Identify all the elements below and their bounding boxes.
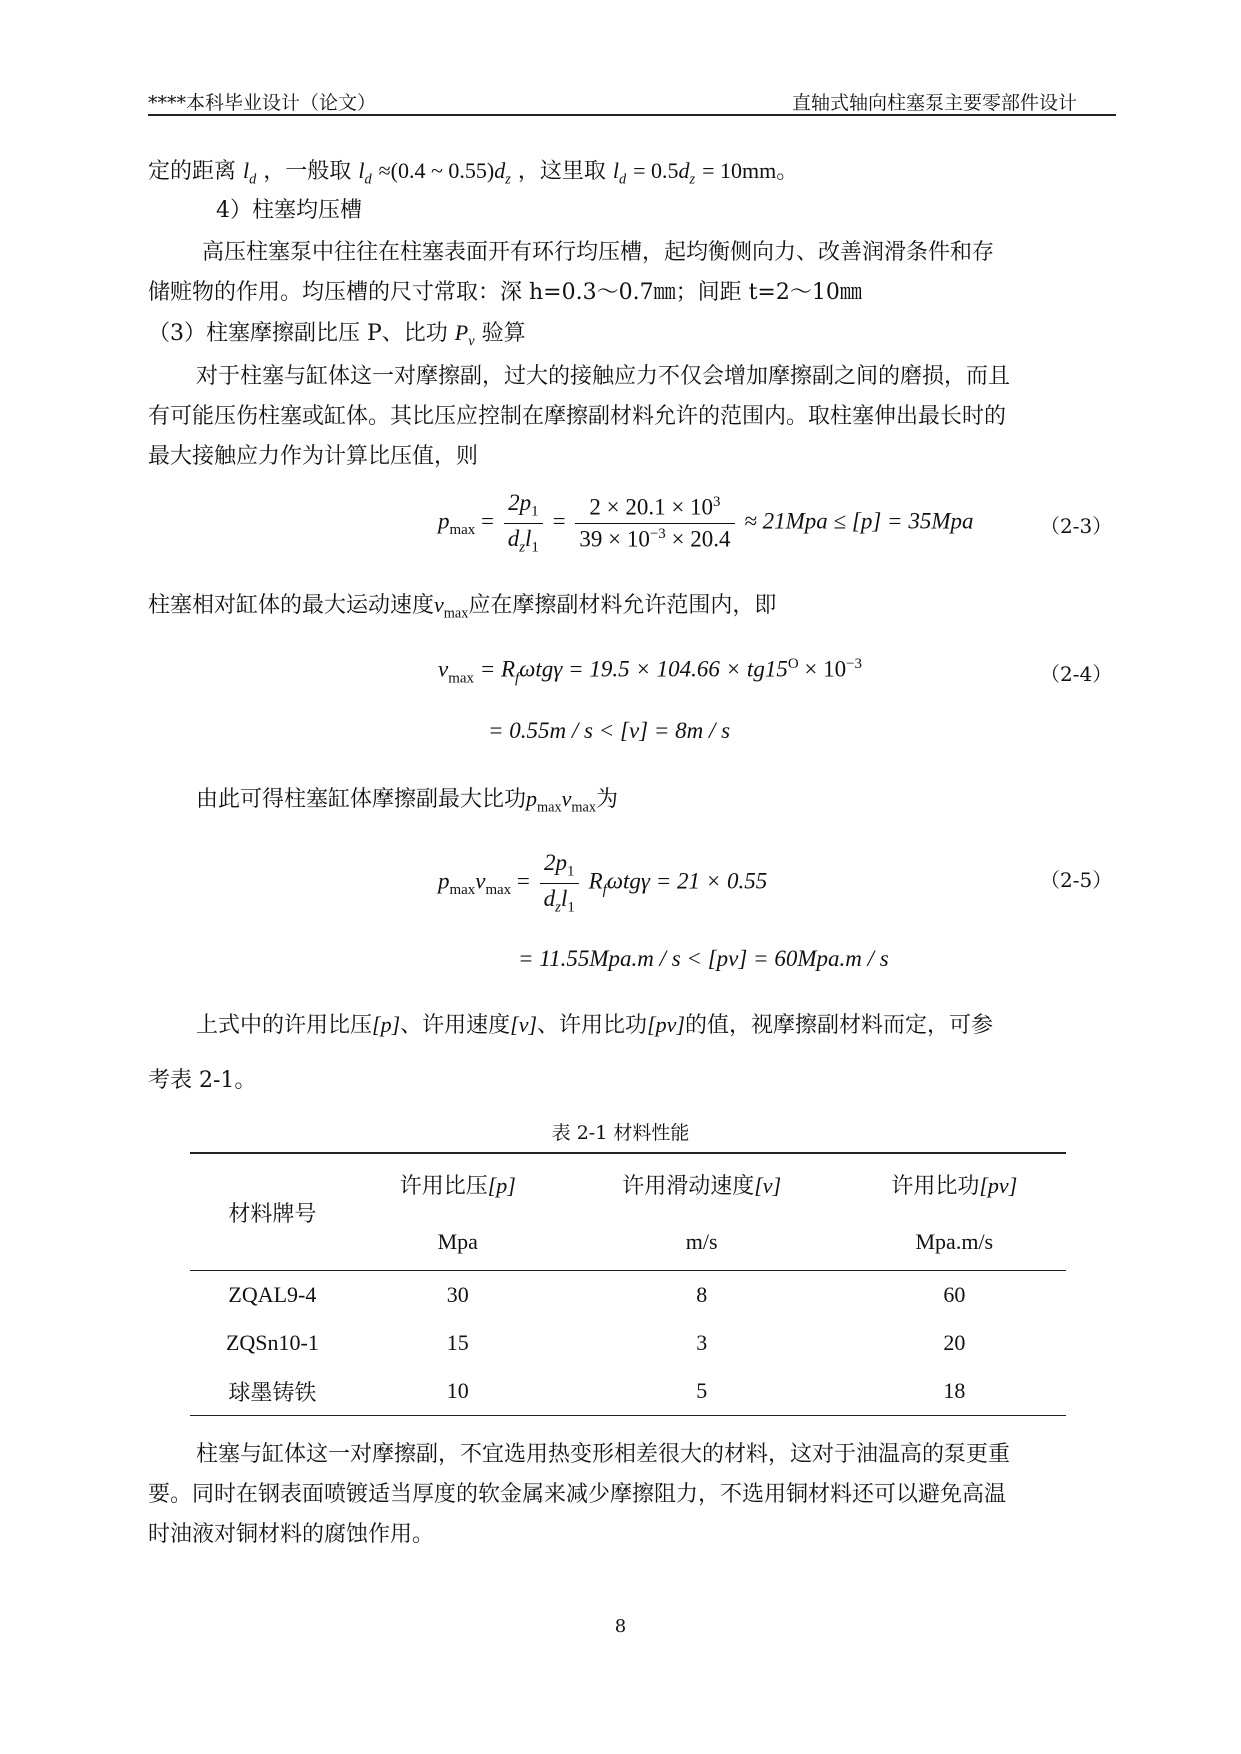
paragraph-line: 对于柱塞与缸体这一对摩擦副，过大的接触应力不仅会增加摩擦副之间的磨损，而且 (196, 364, 1011, 389)
math-part: = R (479, 656, 516, 682)
paragraph-line: 由此可得柱塞缸体摩擦副最大比功$p_{max}v_{max}$为 (196, 786, 619, 816)
math-symbol: p (438, 508, 450, 534)
paragraph-line: 柱塞与缸体这一对摩擦副，不宜选用热变形相差很大的材料，这对于油温高的泵更重 (196, 1442, 1011, 1467)
math-value: = 10mm (702, 158, 777, 183)
paragraph-line: 高压柱塞泵中往往在柱塞表面开有环行均压槽，起均衡侧向力、改善润滑条件和存 (202, 240, 995, 265)
paragraph-line: 上式中的许用比压[p]、许用速度[v]、许用比功[pv]的值，视摩擦副材料而定，可参 (196, 1012, 993, 1038)
math-ld: $l_d$ (243, 158, 257, 188)
math-rhs: ≈ 21Mpa ≤ [p] = 35Mpa (744, 508, 974, 534)
cell-material: 球墨铸铁 (190, 1367, 355, 1416)
math-value: = 0.5 (633, 158, 679, 183)
header-v: 许用滑动速度[v] (561, 1153, 843, 1214)
table-caption: 表 2-1 材料性能 (551, 1122, 690, 1144)
math-part: × 10 (798, 656, 847, 682)
text-span: ，这里取 (517, 159, 606, 184)
math-pv: $P_v$ (454, 320, 475, 350)
equation-2-5-result: = 11.55Mpa.m / s < [pv] = 60Mpa.m / s (518, 946, 889, 971)
cell-p: 30 (446, 1282, 469, 1307)
materials-table (190, 1152, 1066, 1416)
math-range: (0.4 ~ 0.55) (390, 158, 495, 183)
math-part: R (588, 868, 603, 894)
text-span: 由此可得柱塞缸体摩擦副最大比功 (196, 787, 527, 812)
math-ld: $l_d$ (358, 158, 372, 188)
cell-p: 15 (446, 1330, 469, 1355)
paragraph-line: 有可能压伤柱塞或缸体。其比压应控制在摩擦副材料允许的范围内。取柱塞伸出最长时的 (148, 404, 1007, 429)
cell-material: ZQSn10-1 (225, 1330, 319, 1355)
unit-pv: Mpa.m/s (843, 1214, 1066, 1271)
table-header-row (190, 1153, 1066, 1214)
section-heading (148, 318, 526, 356)
math-part: ωtgγ = 19.5 × 104.66 × tg15 (519, 656, 788, 682)
table-row (190, 1367, 1066, 1416)
fraction: $\frac{2 \times 20.1 \times 10^3}{39 \times 10^{-3} \times 20.4}$ (575, 494, 734, 552)
text-span: （3）柱塞摩擦副比压 P、比功 (148, 321, 448, 346)
paragraph-line: 考表 2-1。 (148, 1068, 257, 1093)
text-span: ，一般取 (263, 159, 352, 184)
fraction: $\frac{2p_1}{d_zl_1}$ (540, 850, 579, 916)
table-row (190, 1271, 1066, 1320)
equation-2-4-result: = 0.55m / s < [v] = 8m / s (488, 718, 731, 743)
text-span: 应在摩擦副材料允许范围内，即 (468, 593, 777, 618)
fraction: $\frac{2p_1}{d_zl_1}$ (504, 490, 543, 556)
cell-pv: 60 (943, 1282, 966, 1307)
text-span: 为 (596, 787, 619, 812)
text-span: 上式中的许用比压 (196, 1013, 373, 1038)
paragraph-line: 时油液对铜材料的腐蚀作用。 (148, 1522, 435, 1547)
header-p: 许用比压[p] (355, 1153, 561, 1214)
paragraph-line: 最大接触应力作为计算比压值，则 (148, 444, 479, 469)
equation-2-4: $v_{max} = R_f\omega tg\gamma = 19.5 \times 104.66 \times tg15^O \times 10^{-3}$ (438, 656, 863, 687)
text-span: 验算 (481, 321, 526, 346)
paragraph-line: 定的距离 $l_d$ ，一般取 $l_d \approx(0.4$ ~ $0.55)d_z$ ，这里取 $l_d = 0.5d_z = 10mm$。 (148, 158, 799, 188)
cell-material: ZQAL9-4 (228, 1282, 317, 1307)
subsection-heading: 4）柱塞均压槽 (216, 198, 362, 223)
text-span: 柱塞相对缸体的最大运动速度 (148, 593, 435, 618)
equation-2-3: $p_{max}$ = $\frac{2p_1}{d_zl_1}$ = $\frac{2 \times 20.1 \times 10^3}{39 \times 10^{-3} \times 20.4}$ ≈ 21Mpa ≤ [p] = 35Mpa (438, 490, 974, 556)
header-pv: 许用比功[pv] (843, 1153, 1066, 1214)
equation-number: （2-3） (1040, 514, 1113, 538)
math-part: ωtgγ = 21 × 0.55 (606, 868, 768, 894)
cell-v: 3 (696, 1330, 708, 1355)
punctuation: 。 (776, 159, 799, 184)
equation-number: （2-4） (1040, 662, 1113, 686)
unit-p: Mpa (355, 1214, 561, 1271)
cell-p: 10 (355, 1367, 561, 1416)
paragraph-line: 柱塞相对缸体的最大运动速度$v_{max}$应在摩擦副材料允许范围内，即 (148, 592, 777, 622)
table-row (190, 1319, 1066, 1367)
header-material: 材料牌号 (190, 1153, 355, 1271)
cell-v: 5 (561, 1367, 843, 1416)
paragraph-line: 要。同时在钢表面喷镀适当厚度的软金属来减少摩擦阻力，不选用铜材料还可以避免高温 (148, 1482, 1007, 1507)
cell-v: 8 (696, 1282, 708, 1307)
header-divider (148, 114, 1116, 116)
cell-pv: 20 (943, 1330, 966, 1355)
text-span: 定的距离 (148, 159, 237, 184)
running-header-left: ****本科毕业设计（论文） (148, 92, 377, 114)
text-span: 、许用速度 (400, 1013, 511, 1038)
text-span: 的值，视摩擦副材料而定，可参 (684, 1013, 993, 1038)
equation-number: （2-5） (1040, 868, 1113, 892)
page-number: 8 (614, 1616, 627, 1637)
text-span: 、许用比功 (537, 1013, 648, 1038)
paragraph-line: 储赃物的作用。均压槽的尺寸常取：深 h=0.3～0.7㎜；间距 t=2～10㎜ (148, 280, 862, 305)
unit-v: m/s (561, 1214, 843, 1271)
equation-2-5: $p_{max}v_{max}$ = $\frac{2p_1}{d_zl_1}$ $R_f\omega tg\gamma = 21 \times 0.55$ (438, 850, 768, 916)
cell-pv: 18 (843, 1367, 1066, 1416)
running-header-right: 直轴式轴向柱塞泵主要零部件设计 (791, 92, 1077, 114)
